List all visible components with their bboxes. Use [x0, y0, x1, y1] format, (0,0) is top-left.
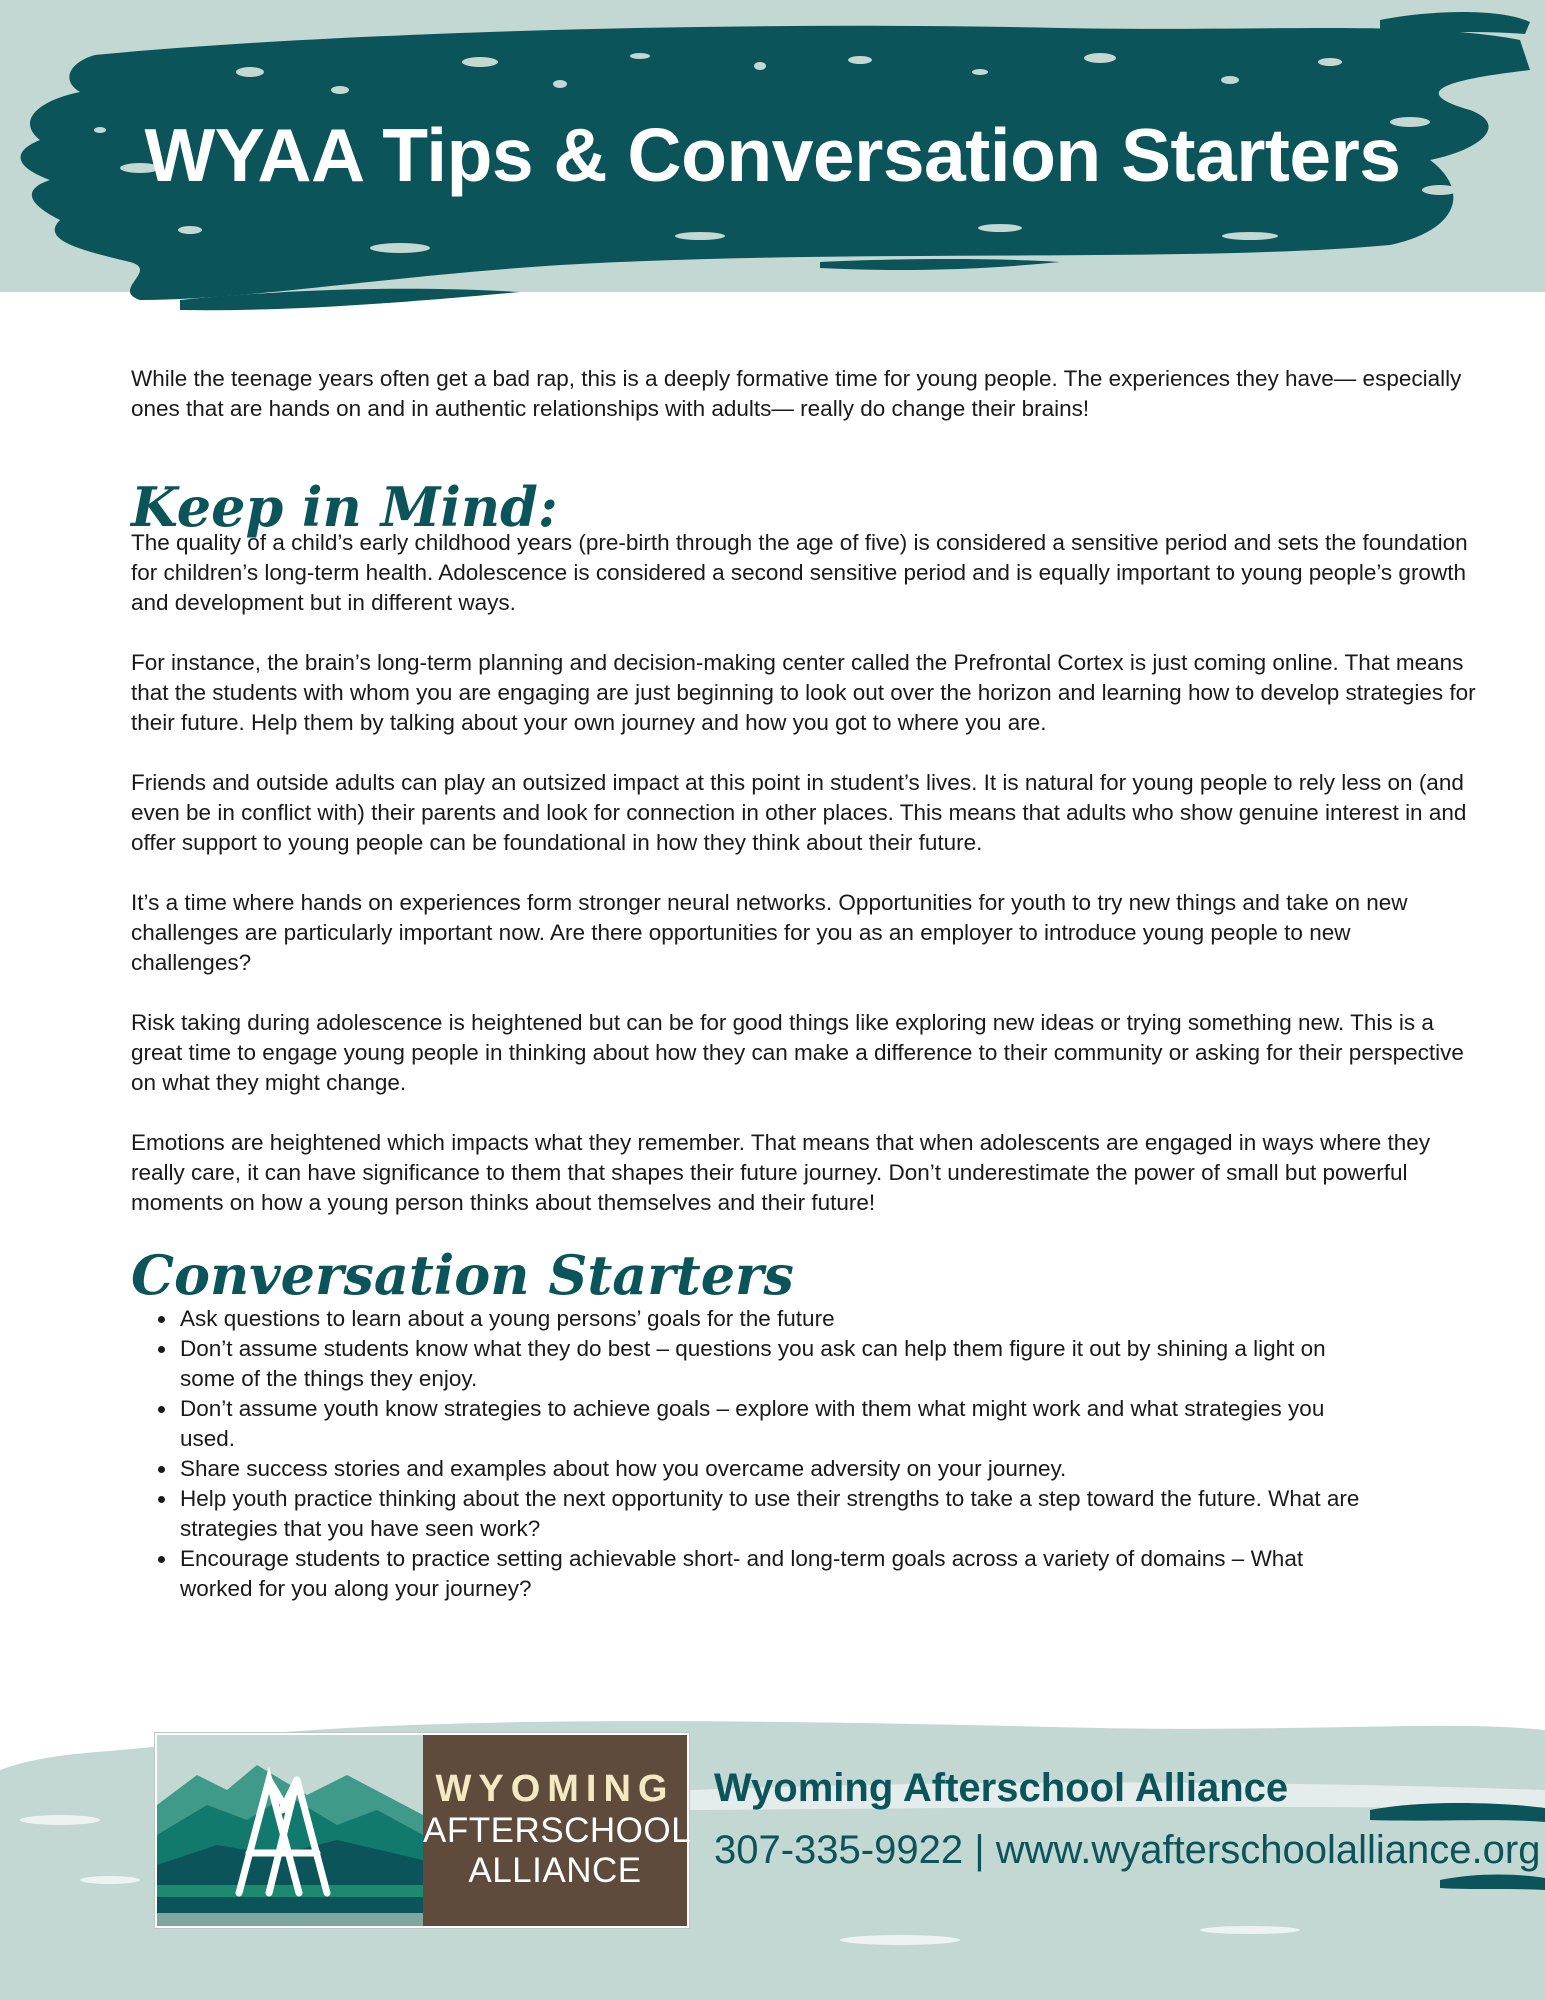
logo-wordmark — [423, 1735, 692, 1926]
phone-number[interactable]: 307-335-9922 — [714, 1828, 964, 1872]
list-item: • Encourage students to practice setting achievable short- and long-term goals across a variety of domains – What worked for you along your journey? — [178, 1544, 1370, 1604]
keep-in-mind-paragraph: It’s a time where hands on experiences form stronger neural networks. Opportunities for youth to try new things and take on new challenges are particularly important now. Are there opportunities for you as an employer to introduce young people to new challenges? — [131, 890, 1408, 975]
list-item: • Don’t assume youth know strategies to achieve goals – explore with them what might work and what strategies you used. — [178, 1394, 1370, 1454]
wyaa-logo — [155, 1733, 692, 1928]
main-content — [131, 364, 1476, 1604]
page-title: WYAA Tips & Conversation Starters — [144, 113, 1401, 197]
keep-in-mind-heading: Keep in Mind: — [131, 475, 558, 539]
keep-in-mind-paragraph: The quality of a child’s early childhood years (pre-birth through the age of five) is considered a sensitive period and sets the foundation for children’s long-term health. Adolescence is considered a second sensitive period and is equally important to young people’s growth and development but in different ways. — [131, 530, 1468, 615]
conversation-starters-heading: Conversation Starters — [131, 1243, 794, 1307]
list-item: • Ask questions to learn about a young persons’ goals for the future — [178, 1304, 1476, 1334]
keep-in-mind-paragraph: For instance, the brain’s long-term planning and decision-making center called the Prefrontal Cortex is just coming online. That means that the students with whom you are engaging are just beginning to look out over the horizon and learning how to develop strategies for their future. Help them by talking about your own journey and how you got to where you are. — [131, 650, 1476, 735]
keep-in-mind-paragraph: Emotions are heightened which impacts what they remember. That means that when adolescents are engaged in ways where they really care, it can have significance to them that shapes their future journey. Don’t underestimate the power of small but powerful moments on how a young person thinks about themselves and their future! — [131, 1130, 1431, 1215]
organization-name: Wyoming Afterschool Alliance — [714, 1766, 1289, 1810]
contact-separator: | — [974, 1828, 985, 1872]
keep-in-mind-paragraph: Friends and outside adults can play an outsized impact at this point in student’s lives. It is natural for young people to rely less on (and even be in conflict with) their parents and look for connection in other places. This means that adults who show genuine interest in and offer support to young people can be foundational in how they think about their future. — [131, 770, 1467, 855]
keep-in-mind-paragraph: Risk taking during adolescence is heightened but can be for good things like exploring new ideas or trying something new. This is a great time to engage young people in thinking about how they can make a difference to their community or asking for their perspective on what they might change. — [131, 1010, 1464, 1095]
contact-line — [714, 1828, 1540, 1873]
logo-line-wyoming: WYOMING — [435, 1768, 675, 1810]
list-item: • Help youth practice thinking about the next opportunity to use their strengths to take a step toward the future. What are strategies that you have seen work? — [178, 1484, 1370, 1544]
mountain-logo-icon — [157, 1735, 423, 1926]
logo-line-afterschool: AFTERSCHOOL — [423, 1811, 692, 1850]
conversation-starters-list — [131, 1304, 1476, 1604]
website-link[interactable]: www.wyafterschoolalliance.org — [995, 1828, 1541, 1872]
list-item: • Don’t assume students know what they do best – questions you ask can help them figure it out by shining a light on some of the things they enjoy. — [178, 1334, 1370, 1394]
intro-paragraph: While the teenage years often get a bad rap, this is a deeply formative time for young people. The experiences they have— especially ones that are hands on and in authentic relationships with adults— really do change their brains! — [131, 366, 1462, 421]
logo-line-alliance: ALLIANCE — [468, 1851, 642, 1890]
list-item: • Share success stories and examples about how you overcame adversity on your journey. — [178, 1454, 1476, 1484]
